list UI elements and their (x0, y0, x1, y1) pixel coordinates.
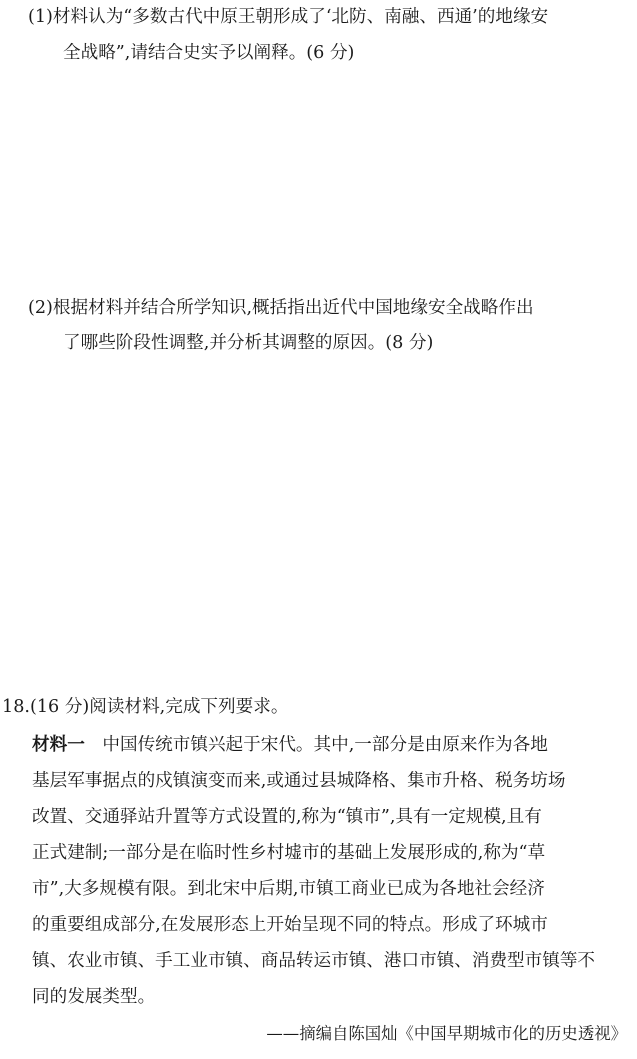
material-line-8: 同的发展类型。 (32, 987, 156, 1007)
material-line-1 (32, 735, 548, 755)
material-line-1-text: 中国传统市镇兴起于宋代。其中,一部分是由原来作为各地 (84, 735, 548, 755)
material-line-6: 的重要组成部分,在发展形态上开始呈现不同的特点。形成了环城市 (32, 915, 548, 935)
material-line-7: 镇、农业市镇、手工业市镇、商品转运市镇、港口市镇、消费型市镇等不 (32, 951, 596, 971)
question-18-header: 18.(16 分)阅读材料,完成下列要求。 (2, 697, 289, 717)
material-source: ——摘编自陈国灿《中国早期城市化的历史透视》 (266, 1024, 627, 1043)
question-1-line-1: (1)材料认为“多数古代中原王朝形成了‘北防、南融、西通’的地缘安 (28, 7, 549, 27)
material-line-5: 市”,大多规模有限。到北宋中后期,市镇工商业已成为各地社会经济 (32, 879, 545, 899)
material-label: 材料一 (32, 734, 85, 755)
question-1-line-2: 全战略”,请结合史实予以阐释。(6 分) (63, 43, 355, 63)
material-line-4: 正式建制;一部分是在临时性乡村墟市的基础上发展形成的,称为“草 (32, 843, 546, 863)
material-line-2: 基层军事据点的戍镇演变而来,或通过县城降格、集市升格、税务坊场 (32, 771, 566, 791)
question-2-line-2: 了哪些阶段性调整,并分析其调整的原因。(8 分) (63, 333, 434, 353)
question-2-line-1: (2)根据材料并结合所学知识,概括指出近代中国地缘安全战略作出 (28, 298, 534, 318)
material-line-3: 改置、交通驿站升置等方式设置的,称为“镇市”,具有一定规模,且有 (32, 807, 542, 827)
